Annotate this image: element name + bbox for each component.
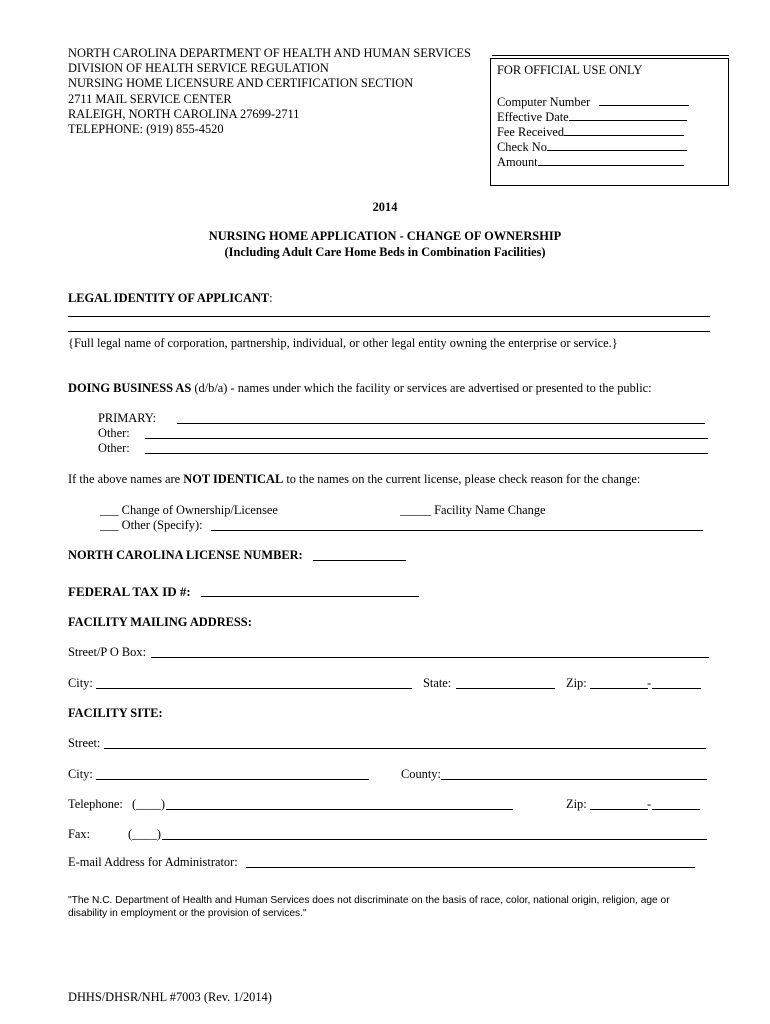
mailing-address-heading: FACILITY MAILING ADDRESS: [68, 615, 252, 629]
mailing-zip-label: Zip: [566, 676, 587, 690]
mailing-state-label: State: [423, 676, 452, 690]
facility-site-heading: FACILITY SITE: [68, 706, 163, 720]
dba-label: DOING BUSINESS AS [68, 381, 192, 395]
site-fax-input[interactable] [162, 839, 707, 840]
agency-header [68, 46, 471, 137]
amount-field[interactable] [497, 153, 684, 170]
dba-other-input-1[interactable] [145, 438, 708, 439]
federal-tax-id-input[interactable] [201, 596, 419, 597]
dba-primary-label: PRIMARY: [98, 411, 157, 425]
legal-identity-label: LEGAL IDENTITY OF APPLICANT [68, 291, 270, 305]
mailing-street-input[interactable] [151, 657, 709, 658]
mailing-city-input[interactable] [96, 688, 412, 689]
mailing-zip-ext-input[interactable] [652, 688, 701, 689]
other-specify-checkbox[interactable]: ___ Other (Specify): [100, 518, 203, 532]
computer-number-label: Computer Number [497, 95, 591, 109]
site-zip-input[interactable] [590, 809, 648, 810]
not-identical-bold: NOT IDENTICAL [183, 472, 284, 486]
change-of-ownership-checkbox[interactable]: ___ Change of Ownership/Licensee [100, 503, 278, 517]
admin-email-input[interactable] [246, 867, 695, 868]
mailing-zip-input[interactable] [590, 688, 648, 689]
license-number-label: NORTH CAROLINA LICENSE NUMBER: [68, 548, 303, 562]
site-city-input[interactable] [96, 779, 369, 780]
not-identical-post: to the names on the current license, please check reason for the change: [283, 472, 641, 486]
legal-identity-input-line-2[interactable] [68, 331, 710, 332]
mailing-state-input[interactable] [456, 688, 555, 689]
site-telephone-area-code[interactable]: (____) [132, 797, 166, 811]
effective-date-label: Effective Date [497, 110, 569, 124]
dba-heading [68, 381, 652, 396]
site-telephone-label: Telephone: [68, 797, 123, 811]
site-street-label: Street: [68, 736, 101, 750]
site-zip-dash: - [647, 797, 652, 811]
form-title: NURSING HOME APPLICATION - CHANGE OF OWNERSHIP [208, 229, 562, 243]
dba-description: (d/b/a) - names under which the facility or services are advertised or presented to the public: [191, 381, 652, 395]
amount-label: Amount [497, 155, 538, 169]
header-line: RALEIGH, NORTH CAROLINA 27699-2711 [68, 106, 300, 121]
dba-other-input-2[interactable] [145, 453, 708, 454]
header-line: DIVISION OF HEALTH SERVICE REGULATION [68, 61, 329, 76]
site-street-input[interactable] [104, 748, 706, 749]
official-box-top-rule [492, 55, 729, 56]
check-no-label: Check No [497, 140, 547, 154]
legal-identity-colon: : [269, 291, 273, 305]
header-line: NURSING HOME LICENSURE AND CERTIFICATION SECTION [68, 76, 414, 91]
legal-identity-note: {Full legal name of corporation, partnership, individual, or other legal entity owning the enterprise or service.} [68, 336, 618, 350]
site-county-input[interactable] [441, 779, 707, 780]
other-specify-input[interactable] [211, 530, 703, 531]
facility-name-change-checkbox[interactable]: _____ Facility Name Change [400, 503, 546, 517]
legal-identity-input-line-1[interactable] [68, 316, 710, 317]
official-use-title: FOR OFFICIAL USE ONLY [497, 63, 643, 77]
not-identical-instruction [68, 472, 640, 487]
nondiscrimination-statement: "The N.C. Department of Health and Human Services does not discriminate on the basis of race, color, national origin, religion, age or disability in employment or the provision of services." [68, 895, 670, 919]
header-line: NORTH CAROLINA DEPARTMENT OF HEALTH AND HUMAN SERVICES [68, 46, 471, 60]
official-use-box [490, 58, 729, 186]
legal-identity-heading [68, 291, 273, 306]
mailing-city-label: City: [68, 676, 93, 690]
site-fax-label: Fax: [68, 827, 91, 841]
dba-other-label-1: Other: [98, 426, 130, 440]
site-county-label: County: [401, 767, 441, 781]
site-telephone-input[interactable] [166, 809, 513, 810]
admin-email-label: E-mail Address for Administrator: [68, 855, 238, 869]
fee-received-label: Fee Received [497, 125, 565, 139]
site-zip-ext-input[interactable] [652, 809, 700, 810]
mailing-zip-dash: - [647, 676, 652, 690]
form-subtitle: (Including Adult Care Home Beds in Combination Facilities) [224, 245, 546, 259]
federal-tax-id-label: FEDERAL TAX ID #: [68, 584, 191, 599]
form-year: 2014 [372, 200, 398, 214]
header-line: 2711 MAIL SERVICE CENTER [68, 91, 232, 106]
license-number-input[interactable] [313, 560, 406, 561]
site-zip-label: Zip: [566, 797, 587, 811]
header-line: TELEPHONE: (919) 855-4520 [68, 122, 224, 137]
dba-other-label-2: Other: [98, 441, 130, 455]
dba-primary-input[interactable] [177, 423, 705, 424]
mailing-street-label: Street/P O Box: [68, 645, 147, 659]
site-fax-area-code[interactable]: (____) [128, 827, 162, 841]
not-identical-pre: If the above names are [68, 472, 184, 486]
site-city-label: City: [68, 767, 93, 781]
form-footer-code: DHHS/DHSR/NHL #7003 (Rev. 1/2014) [68, 990, 272, 1004]
